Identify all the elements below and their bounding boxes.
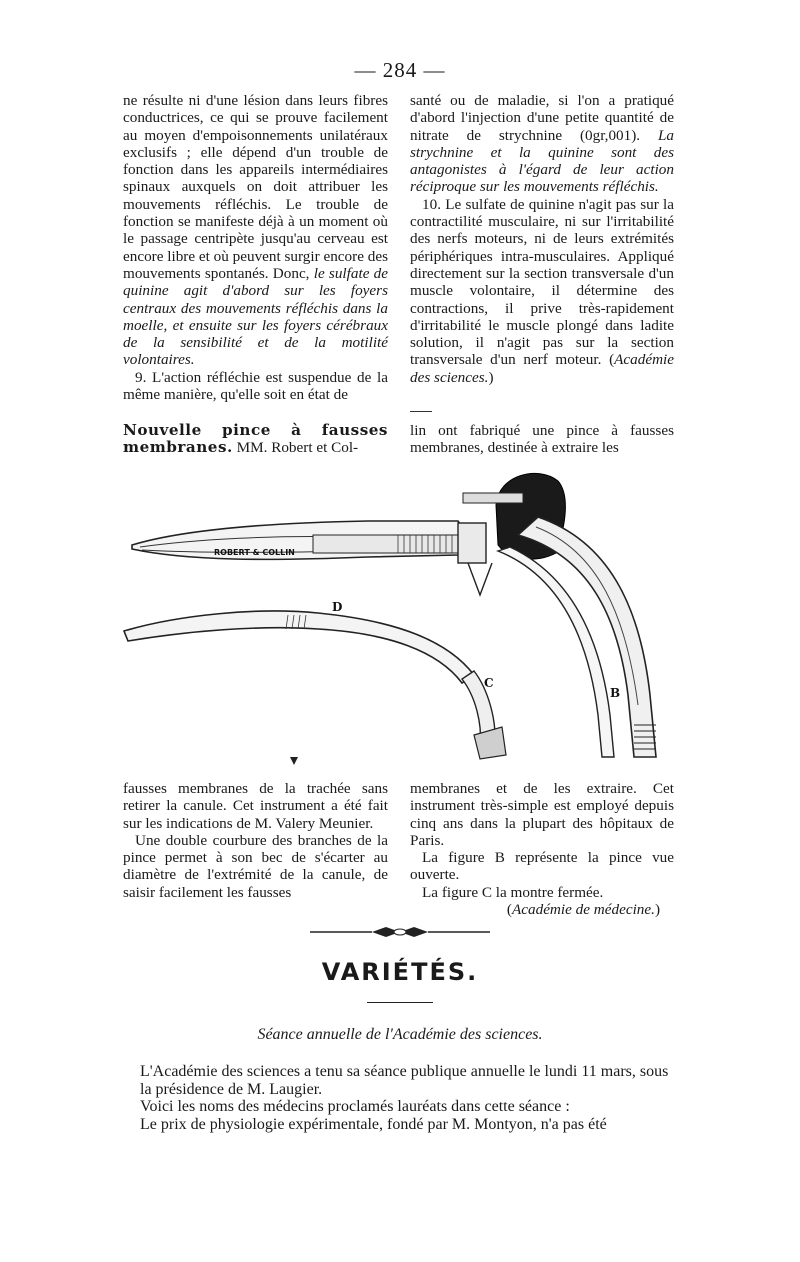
italic-conclusion: le sulfate de quinine agit d'abord sur les foyers centraux des mouvements réfléchis dans la moelle, et ensuite sur les foyers cérébraux de la sensibilité et de la motilité volontaires. [123,264,389,369]
body-text: santé ou de maladie, si l'on a pratiqué d'abord l'injection d'une petite quantité de nitrate de strychnine (0gr,001). [410,92,674,144]
section-subtitle: Séance annuelle de l'Académie des sciences. [257,1026,543,1043]
figure-c-caption: La figure C la montre fermée. [422,883,604,901]
paragraph-quinine-continued [123,92,388,369]
italic-conclusion: La strychnine et la quinine sont des antagonistes à l'égard de leur action réciproque sur les mouvements réfléchis. [410,126,674,196]
paragraph-10 [410,196,674,386]
figure-label-c: C [484,676,494,690]
paragraph-prix: Le prix de physiologie expérimentale, fondé par M. Montyon, n'a pas été [140,1115,607,1133]
paragraph-description: fausses membranes de la trachée sans retirer la canule. Cet instrument a été fait sur les indications de M. Valery Meunier. [123,780,388,832]
article-intro [123,422,388,457]
final-text [140,1063,675,1133]
source-citation: Académie de médecine. [511,901,655,919]
figure-label-d: D [332,600,343,614]
source-citation: Académie des sciences. [410,351,674,386]
body-text: 10. Le sulfate de quinine n'agit pas sur la contractilité musculaire, ni sur l'irritabilité des nerfs moteurs, ni de leurs extrémités périphériques intra-musculaires. Appliqué directement sur la section transversale d'un muscle volontaire, il détermine des contractions, il prive très-rapidement d'irritabilité le muscle plongé dans ladite solution, il n'agit pas sur la section transversale d'un nerf moteur. [410,195,674,369]
article-heading: Nouvelle pince à fausses membranes. [123,421,388,457]
title-rule [367,1002,433,1003]
paragraph-seance: L'Académie des sciences a tenu sa séance publique annuelle le lundi 11 mars, sous la présidence de M. Laugier. [140,1063,669,1098]
left-column-top [123,92,388,403]
figure-b-caption: La figure B représente la pince vue ouverte. [410,849,674,884]
figure-label-b: B [610,686,621,700]
paragraph-laureats: Voici les noms des médecins proclamés lauréats dans cette séance : [140,1098,570,1115]
paragraph-usage: membranes et de les extraire. Cet instrument très-simple est employé depuis cinq ans dans la plupart des hôpitaux de Paris. [410,780,674,849]
section-ornament [310,924,490,940]
source-close: ) [654,901,660,919]
source-open: ( [609,351,615,369]
left-column-bottom [123,780,388,901]
section-title: VARIÉTÉS. [321,958,479,986]
source-close: ) [488,368,494,386]
maker-mark: ROBERT & COLLIN [214,548,295,557]
page-number: — 284 — [354,58,446,82]
source-open: ( [506,901,512,919]
body-text: MM. Robert et Col- [236,439,359,457]
right-column-mid [410,422,674,457]
forceps-illustration [118,465,680,775]
paragraph-9: 9. L'action réfléchie est suspendue de la même manière, qu'elle soit en état de [123,368,388,404]
source-line [410,901,674,918]
left-column-mid [123,422,388,457]
column-divider [410,411,432,412]
paragraph-curvature: Une double courbure des branches de la pince permet à son bec de s'écarter au diamètre de l'extrémité de la canule, de saisir facilement les fausses [123,831,388,901]
paragraph-strychnine [410,92,674,196]
right-column-top [410,92,674,386]
body-text: ne résulte ni d'une lésion dans leurs fibres conductrices, ce qui se prouve facilement au moyen d'empoisonnements unilatéraux exclusifs ; elle dépend d'un trouble de fonction dans les appareils intermédiaires spinaux auxquels on doit attribuer les mouvements réfléchis. Le trouble de fonction se manifeste déjà à un moment où le passage centripète jusqu'au cerveau est encore libre et où peuvent surgir encore des mouvements spontanés. Donc, [123,92,388,282]
body-text: lin ont fabriqué une pince à fausses membranes, destinée à extraire les [410,422,674,457]
right-column-bottom [410,780,674,918]
